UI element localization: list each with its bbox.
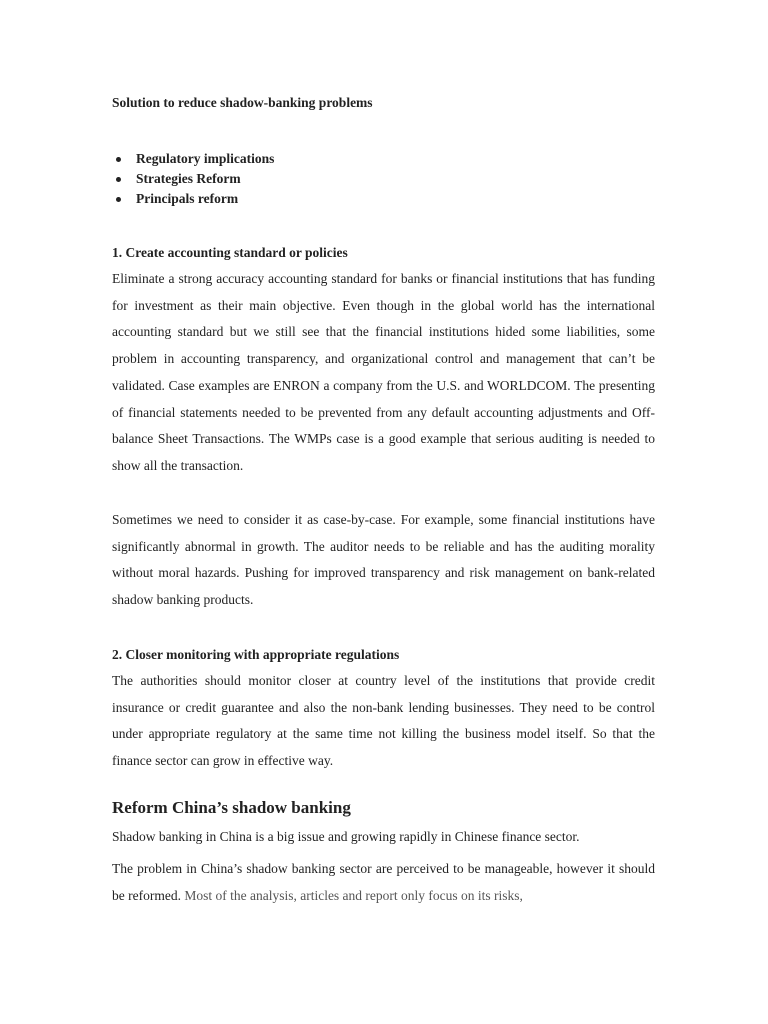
section-heading-accounting: 1. Create accounting standard or policies — [112, 245, 348, 260]
section-heading-monitoring: 2. Closer monitoring with appropriate regulations — [112, 647, 400, 662]
paragraph-reform-lead: The problem in China’s shadow banking sector are perceived to be manageable, however it should be reformed. — [112, 861, 655, 903]
list-item — [112, 149, 274, 169]
bullet-text: Strategies Reform — [136, 171, 241, 186]
section-heading-reform: Reform China’s shadow banking — [112, 798, 351, 817]
paragraph-case-by-case: Sometimes we need to consider it as case-by-case. For example, some financial institutions have significantly abnormal in growth. The auditor needs to be reliable and has the auditing morality without moral hazards. Pushing for improved transparency and risk management on bank-related shadow banking products. — [112, 512, 655, 608]
paragraph-accounting-standard: Eliminate a strong accuracy accounting standard for banks or financial institutions that has funding for investment as their main objective. Even though in the global world has the international accounting standard but we still see that the financial institutions hided some liabilities, some problem in accounting transparency, and organizational control and management that can’t be validated. Case examples are ENRON a company from the U.S. and WORLDCOM. The presenting of financial statements needed to be prevented from any default accounting adjustments and Off-balance Sheet Transactions. The WMPs case is a good example that serious auditing is needed to show all the transaction. — [112, 271, 655, 473]
list-item — [112, 169, 274, 189]
paragraph-reform-intro: Shadow banking in China is a big issue and growing rapidly in Chinese finance sector. — [112, 829, 580, 844]
bullet-icon — [116, 177, 121, 182]
paragraph-monitoring: The authorities should monitor closer at country level of the institutions that provide credit insurance or credit guarantee and also the non-bank lending businesses. They need to be control under appropriate regulatory at the same time not killing the business model itself. So that the finance sector can grow in effective way. — [112, 673, 655, 769]
bullet-icon — [116, 197, 121, 202]
document-page — [112, 0, 656, 1024]
bullet-icon — [116, 157, 121, 162]
list-item — [112, 189, 274, 209]
document-title: Solution to reduce shadow-banking problems — [112, 95, 373, 110]
paragraph-reform-problem — [112, 856, 655, 909]
paragraph-reform-tail: Most of the analysis, articles and report only focus on its risks, — [184, 887, 523, 903]
bullet-text: Regulatory implications — [136, 151, 275, 166]
bullet-list — [112, 149, 274, 209]
bullet-text: Principals reform — [136, 191, 239, 206]
